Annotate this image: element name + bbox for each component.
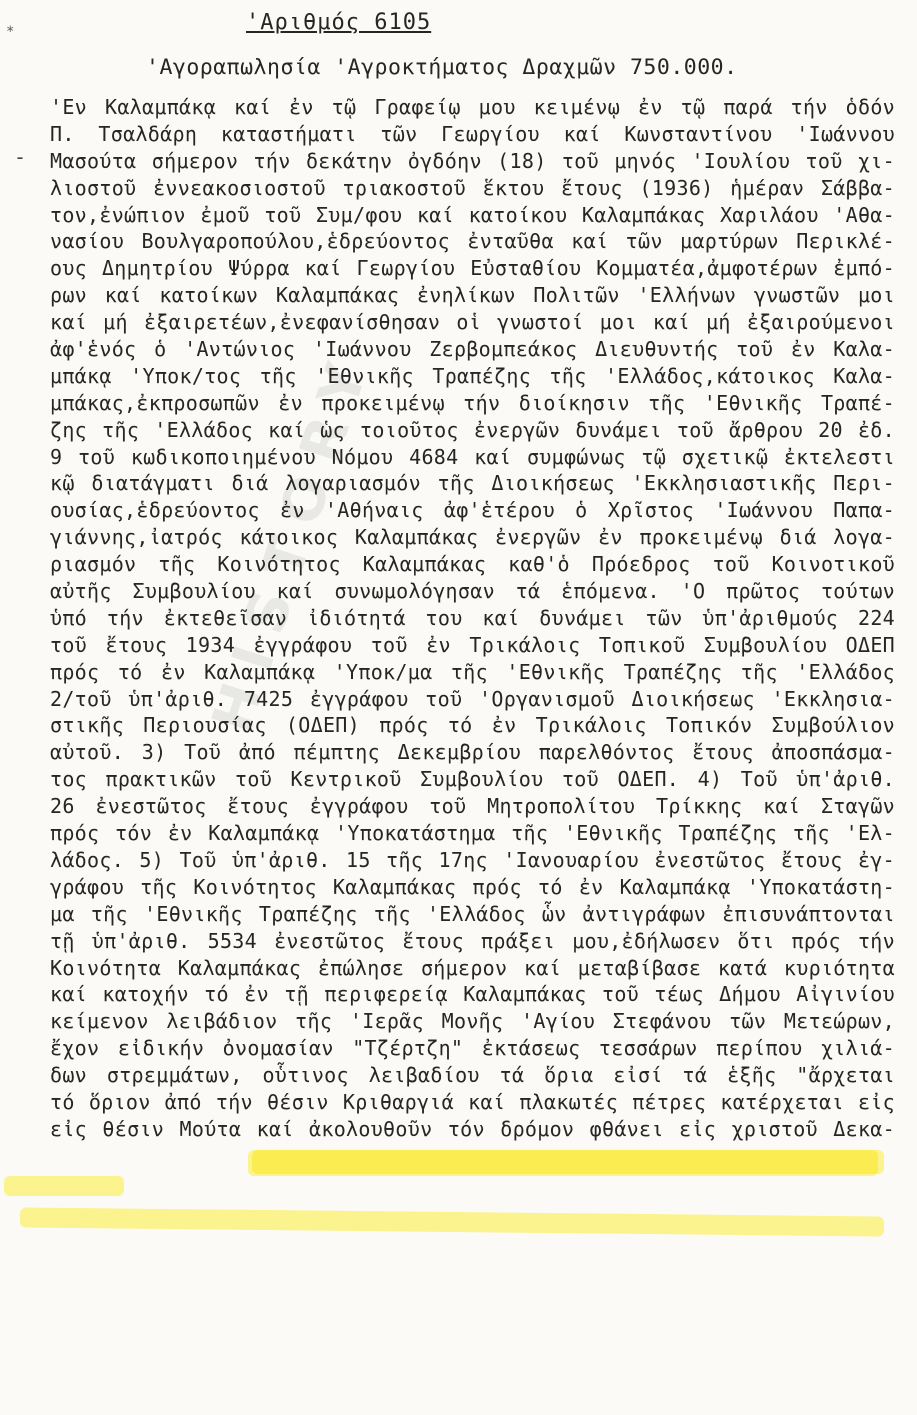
text-line: ουσίας,ἑδρεύοντος ἐν 'Αθήναις ἀφ'ἑτέρου ὁ Χρῖστος 'Ιωάννου Παπα-	[50, 498, 895, 523]
text-line: λάδος. 5) Τοῦ ὑπ'ἀριθ. 15 τῆς 17ης 'Ιανουαρίου ἐνεστῶτος ἔτους ἐγ-	[50, 847, 895, 872]
text-line: γιάννης,ἰατρός κάτοικος Καλαμπάκας ἐνεργῶν ἐν προκειμένῳ διά λογα-	[50, 525, 895, 550]
text-line: πρός τόν ἐν Καλαμπάκᾳ 'Υποκατάστημα τῆς 'Εθνικῆς Τραπέζης τῆς 'Ελ-	[50, 821, 895, 846]
text-line: ζης τῆς 'Ελλάδος καί ὡς τοιοῦτος ἐνεργῶν δυνάμει τοῦ ἄρθρου 20 ἐδ.	[50, 417, 895, 442]
text-line: 9 τοῦ κωδικοποιημένου Νόμου 4684 καί συμφώνως τῷ σχετικῷ ἐκτελεστι	[50, 444, 895, 469]
text-line: τον,ἐνώπιον ἐμοῦ τοῦ Συμ/φου καί κατοίκου Καλαμπάκας Χαριλάου 'Αθα-	[50, 202, 895, 227]
text-line: πρός τό ἐν Καλαμπάκᾳ 'Υποκ/μα τῆς 'Εθνικῆς Τραπέζης τῆς 'Ελλάδος	[50, 659, 895, 684]
text-line: ρων καί κατοίκων Καλαμπάκας ἐνηλίκων Πολιτῶν 'Ελλήνων γνωστῶν μοι	[50, 283, 895, 308]
text-line: ἔχον εἰδικήν ὀνομασίαν "Τζέρτζη" ἐκτάσεως τεσσάρων περίπου χιλιά-	[50, 1036, 895, 1061]
text-line: ὑπό τήν ἐκτεθεῖσαν ἰδιότητά του καί δυνάμει τῶν ὑπ'ἀριθμούς 224	[50, 605, 895, 630]
text-line: 'Εν Καλαμπάκᾳ καί ἐν τῷ Γραφείῳ μου κειμένῳ ἐν τῷ παρά τήν ὁδόν	[50, 95, 895, 119]
text-line: 26 ἐνεστῶτος ἔτους ἐγγράφου τοῦ Μητροπολίτου Τρίκκης καί Σταγῶν	[50, 794, 895, 819]
document-title: 'Αγοραπωλησία 'Αγροκτήματος Δραχμῶν 750.000.	[146, 55, 738, 80]
text-line: ἀφ'ἑνός ὁ 'Αντώνιος 'Ιωάννου Ζερβομπεάκος Διευθυντής τοῦ ἐν Καλα-	[50, 337, 895, 362]
text-line: 2/τοῦ ὑπ'ἀριθ. 7425 ἐγγράφου τοῦ 'Οργανισμοῦ Διοικήσεως 'Εκκλησια-	[50, 686, 895, 711]
corner-mark: *	[6, 24, 15, 40]
text-line: αὐτοῦ. 3) Τοῦ ἀπό πέμπτης Δεκεμβρίου παρελθόντος ἔτους ἀποσπάσμα-	[50, 740, 895, 765]
text-line: ριασμόν τῆς Κοινότητος Καλαμπάκας καθ'ὁ Πρόεδρος τοῦ Κοινοτικοῦ	[50, 552, 895, 577]
text-line: τοῦ ἔτους 1934 ἐγγράφου τοῦ ἐν Τρικάλοις Τοπικοῦ Συμβουλίου ΟΔΕΠ	[50, 632, 895, 657]
text-line: λιοστοῦ ἐννεακοσιοστοῦ τριακοστοῦ ἕκτου ἔτους (1936) ἡμέραν Σάββα-	[50, 175, 895, 200]
text-line: αὐτῆς Συμβουλίου καί συνωμολόγησαν τά ἑπόμενα. 'Ο πρῶτος τούτων	[50, 579, 895, 604]
document-body	[50, 94, 895, 1143]
text-line: γράφου τῆς Κοινότητος Καλαμπάκας πρός τό ἐν Καλαμπάκᾳ 'Υποκατάστη-	[50, 874, 895, 899]
text-line: Κοινότητα Καλαμπάκας ἐπώλησε σήμερον καί μεταβίβασε κατά κυριότητα	[50, 955, 895, 980]
document-number: 'Αριθμός 6105	[246, 10, 432, 35]
text-line: ους Δημητρίου Ψύρρα καί Γεωργίου Εὐσταθίου Κομματέα,ἀμφοτέρων ἐμπό-	[50, 256, 895, 281]
text-line: Μασούτα σήμερον τήν δεκάτην ὀγδόην (18) τοῦ μηνός 'Ιουλίου τοῦ χι-	[50, 148, 895, 173]
text-line: μπάκᾳ 'Υποκ/τος τῆς 'Εθνικῆς Τραπέζης τῆς 'Ελλάδος,κάτοικος Καλα-	[50, 363, 895, 388]
text-line: Π. Τσαλδάρη καταστήματι τῶν Γεωργίου καί Κωνσταντίνου 'Ιωάννου	[50, 121, 895, 146]
text-line: τῇ ὑπ'ἀριθ. 5534 ἐνεστῶτος ἔτους πράξει μου,ἐδήλωσεν ὅτι πρός τήν	[50, 928, 895, 953]
text-line: καί μή ἐξαιρετέων,ἐνεφανίσθησαν οἱ γνωστοί μοι καί μή ἐξαιρούμενοι	[50, 310, 895, 335]
text-line: στικῆς Περιουσίας (ΟΔΕΠ) πρός τό ἐν Τρικάλοις Τοπικόν Συμβούλιον	[50, 713, 895, 738]
text-line: τό ὅριον ἀπό τήν θέσιν Κριθαργιά καί πλακωτές πέτρες κατέρχεται εἰς	[50, 1089, 895, 1114]
text-line: κείμενον λειβάδιον τῆς 'Ιερᾶς Μονῆς 'Αγίου Στεφάνου τῶν Μετεώρων,	[50, 1009, 895, 1034]
watermark: HISTORY	[200, 339, 386, 741]
text-line: εἰς θέσιν Μούτα καί ἀκολουθοῦν τόν δρόμον φθάνει εἰς χριστοῦ Δεκα-	[50, 1116, 895, 1141]
margin-dash: -	[14, 145, 27, 169]
text-line: κῷ διατάγματι διά λογαριασμόν τῆς Διοικήσεως 'Εκκλησιαστικῆς Περι-	[50, 471, 895, 496]
text-line: δων στρεμμάτων, οὗτινος λειβαδίου τά ὅρια εἰσί τά ἑξῆς "ἄρχεται	[50, 1063, 895, 1088]
highlight-stroke-1	[252, 1150, 884, 1174]
text-line: τος πρακτικῶν τοῦ Κεντρικοῦ Συμβουλίου τοῦ ΟΔΕΠ. 4) Τοῦ ὑπ'ἀριθ.	[50, 767, 895, 792]
text-line: μπάκας,ἐκπροσωπῶν ἐν προκειμένῳ τήν διοίκησιν τῆς 'Εθνικῆς Τραπέ-	[50, 390, 895, 415]
highlight-stroke-3	[20, 1207, 884, 1236]
text-line: καί κατοχήν τό ἐν τῇ περιφερείᾳ Καλαμπάκας τοῦ τέως Δήμου Αἰγινίου	[50, 982, 895, 1007]
text-line: νασίου Βουλγαροπούλου,ἑδρεύοντος ἐνταῦθα καί τῶν μαρτύρων Περικλέ-	[50, 229, 895, 254]
highlight-stroke-2	[4, 1176, 124, 1196]
text-line: μα τῆς 'Εθνικῆς Τραπέζης τῆς 'Ελλάδος ὧν ἀντιγράφων ἐπισυνάπτονται	[50, 901, 895, 926]
